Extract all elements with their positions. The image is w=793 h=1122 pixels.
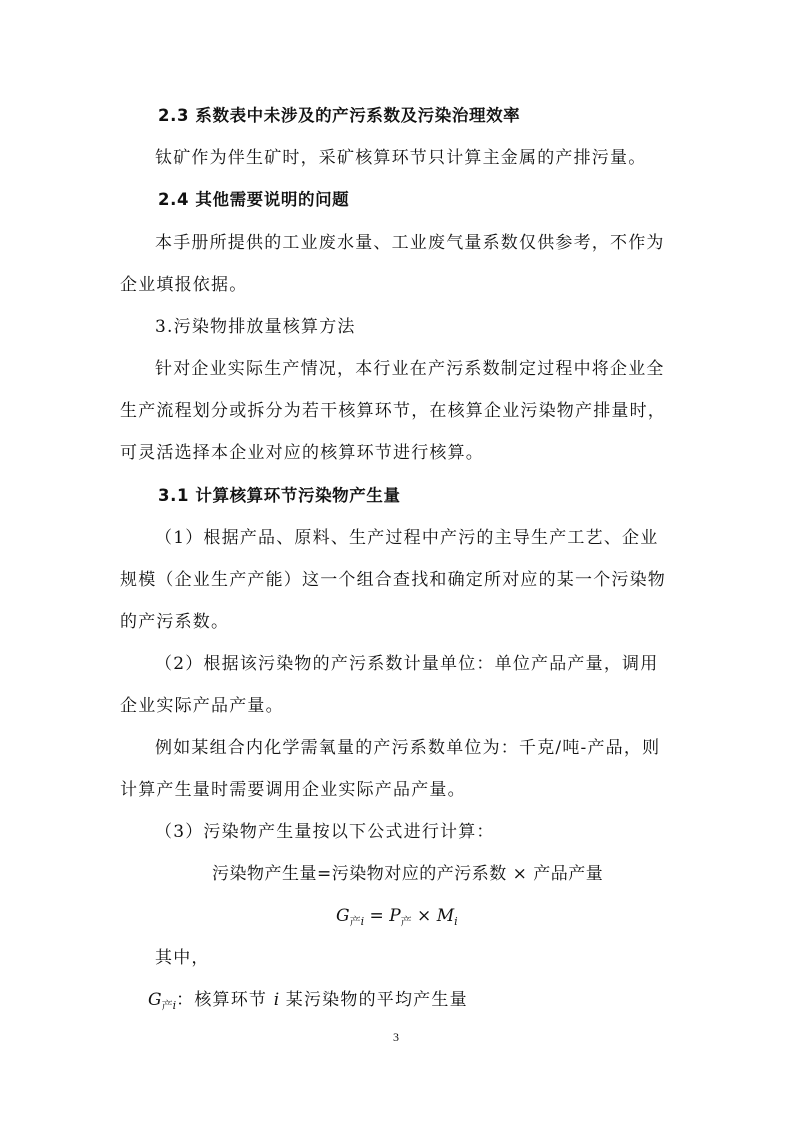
section-3-paragraph-line-3: 可灵活选择本企业对应的核算环节进行核算。: [120, 443, 484, 463]
formula-symbolic: [336, 905, 458, 933]
formula-equals: =: [369, 906, 384, 926]
formula-m-subscript: i: [454, 915, 458, 928]
item-2-line-1: （2）根据该污染物的产污系数计量单位：单位产品产量，调用: [155, 654, 659, 674]
formula-m: M: [436, 906, 455, 926]
section-3-heading: 3.污染物排放量核算方法: [155, 317, 356, 337]
definition-g: [148, 989, 468, 1017]
formula-p: P: [389, 906, 401, 926]
formula-p-subscript: 产: [400, 915, 412, 928]
section-3-paragraph-line-1: 针对企业实际生产情况，本行业在产污系数制定过程中将企业全: [155, 359, 665, 379]
definition-g-symbol: $G_{产i}$: [148, 990, 177, 1012]
item-1-line-2: 规模（企业生产产能）这一个组合查找和确定所对应的某一个污染物: [120, 570, 666, 590]
item-1-line-1: （1）根据产品、原料、生产过程中产污的主导生产工艺、企业: [155, 528, 659, 548]
section-2-3-heading: 2.3 系数表中未涉及的产污系数及污染治理效率: [158, 106, 521, 125]
section-2-4-heading: 2.4 其他需要说明的问题: [158, 190, 350, 209]
formula-times: ×: [417, 906, 432, 926]
formula-g-subscript: 产i: [349, 915, 365, 928]
section-2-4-paragraph-line-2: 企业填报依据。: [120, 275, 248, 295]
section-2-3-paragraph: 钛矿作为伴生矿时，采矿核算环节只计算主金属的产排污量。: [155, 148, 647, 168]
section-3-paragraph-line-2: 生产流程划分或拆分为若干核算环节，在核算企业污染物产排量时，: [120, 401, 666, 421]
item-3: （3）污染物产生量按以下公式进行计算：: [155, 822, 495, 842]
formula-text: 污染物产生量=污染物对应的产污系数 × 产品产量: [212, 864, 604, 884]
definition-g-i: i: [273, 990, 280, 1010]
item-2-line-2: 企业实际产品产量。: [120, 696, 284, 716]
formula-g: G: [336, 906, 350, 926]
where-label: 其中，: [155, 948, 210, 968]
example-line-2: 计算产生量时需要调用企业实际产品产量。: [120, 780, 466, 800]
item-1-line-3: 的产污系数。: [120, 612, 230, 632]
definition-g-tail: 某污染物的平均产生量: [279, 990, 468, 1010]
definition-g-desc: ：核算环节: [176, 990, 274, 1010]
section-3-1-heading: 3.1 计算核算环节污染物产生量: [158, 486, 401, 505]
example-line-1: 例如某组合内化学需氧量的产污系数单位为：千克/吨-产品，则: [155, 738, 661, 758]
section-2-4-paragraph-line-1: 本手册所提供的工业废水量、工业废气量系数仅供参考，不作为: [155, 233, 665, 253]
page-number: 3: [393, 1030, 399, 1044]
